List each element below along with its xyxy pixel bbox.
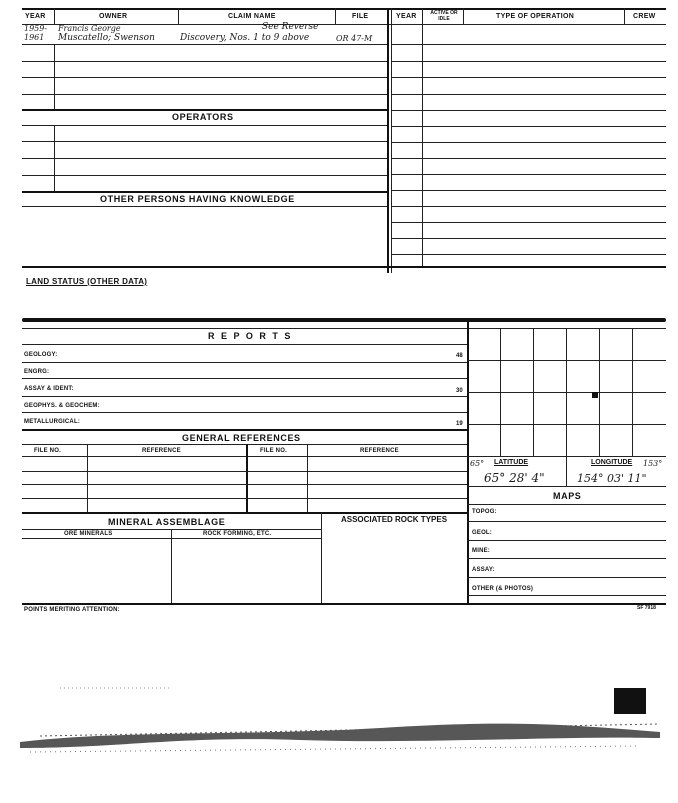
table-bottom-border (22, 266, 666, 268)
row-line (391, 77, 666, 78)
row-line (467, 504, 666, 505)
col-divider (246, 444, 248, 512)
row-line (22, 484, 467, 485)
row-line (391, 44, 666, 45)
lower-form-bottom-line (22, 603, 666, 605)
col-divider (54, 8, 55, 24)
maps-topog: TOPOG: (472, 509, 497, 515)
col-divider (307, 444, 308, 512)
general-references-title: GENERAL REFERENCES (182, 433, 301, 443)
associated-rock-types-label: ASSOCIATED ROCK TYPES (340, 515, 448, 524)
row-line (22, 378, 467, 379)
ore-minerals-label: ORE MINERALS (64, 531, 113, 537)
handwritten-claim-name: Discovery, Nos. 1 to 9 above (180, 33, 310, 43)
form-number: SF 7918 (637, 605, 656, 611)
land-status-label: LAND STATUS (OTHER DATA) (26, 277, 148, 286)
reports-num-geology: 48 (456, 353, 463, 359)
longitude-suffix: 153° (643, 459, 663, 468)
row-line (22, 206, 387, 207)
header-active-or-idle: ACTIVE OR IDLE (430, 10, 458, 22)
col-divider (178, 8, 179, 24)
maps-assay: ASSAY: (472, 567, 495, 573)
table-top-border (22, 8, 666, 10)
row-line (22, 412, 467, 413)
row-line (22, 77, 387, 78)
handwritten-owner-2: Muscatello; Swenson (58, 33, 155, 43)
row-line (22, 396, 467, 397)
row-line (391, 158, 666, 159)
col-divider (171, 529, 172, 604)
longitude-value: 154° 03' 11" (577, 472, 647, 485)
maps-other: OTHER (& PHOTOS) (472, 586, 534, 592)
row-line (391, 190, 666, 191)
row-line (22, 158, 387, 159)
row-line (391, 126, 666, 127)
ref-header-reference-1: REFERENCE (142, 448, 181, 454)
col-divider (54, 125, 55, 191)
row-line (391, 238, 666, 239)
row-line (22, 362, 467, 363)
row-line (391, 61, 666, 62)
reports-label-assay: ASSAY & IDENT: (24, 386, 74, 392)
col-divider (321, 512, 322, 604)
row-line (391, 174, 666, 175)
row-line (22, 498, 467, 499)
col-divider (54, 44, 55, 109)
col-divider (335, 8, 336, 24)
header-crew: CREW (633, 13, 656, 20)
row-line (22, 344, 467, 345)
col-divider (87, 444, 88, 512)
maps-geol: GEOL: (472, 530, 492, 536)
row-line (22, 456, 467, 457)
row-line (22, 125, 387, 126)
col-divider (624, 8, 625, 24)
header-type-of-operation: TYPE OF OPERATION (496, 13, 575, 20)
row-line (467, 486, 666, 487)
other-persons-label: OTHER PERSONS HAVING KNOWLEDGE (100, 194, 295, 204)
reports-label-engrg: ENGRG: (24, 369, 50, 375)
ref-header-file-no-1: FILE NO. (34, 448, 61, 454)
ref-header-reference-2: REFERENCE (360, 448, 399, 454)
header-file: FILE (352, 13, 369, 20)
operators-label: OPERATORS (172, 112, 234, 122)
header-owner: OWNER (99, 13, 128, 20)
reports-num-metallurgical: 19 (456, 421, 463, 427)
row-line (467, 595, 666, 596)
reports-num-assay: 30 (456, 388, 463, 394)
row-line (22, 175, 387, 176)
scan-noise-band (0, 680, 678, 790)
col-divider (463, 8, 464, 24)
points-meriting-label: POINTS MERITING ATTENTION: (24, 607, 120, 613)
row-line (391, 206, 666, 207)
header-claim-name: CLAIM NAME (228, 13, 276, 20)
row-line (467, 521, 666, 522)
maps-mine: MINE: (472, 548, 490, 554)
row-line (391, 94, 666, 95)
longitude-label: LONGITUDE (591, 459, 633, 466)
maps-title: MAPS (553, 491, 582, 501)
row-line (467, 577, 666, 578)
reports-label-geophys: GEOPHYS. & GEOCHEM: (24, 403, 100, 409)
row-line (467, 558, 666, 559)
mineral-top-line (22, 512, 467, 514)
row-line (22, 444, 467, 445)
ref-header-file-no-2: FILE NO. (260, 448, 287, 454)
location-marker (592, 392, 598, 398)
latitude-label: LATITUDE (494, 459, 529, 466)
col-divider (566, 456, 567, 486)
row-line (22, 471, 467, 472)
latitude-value: 65° 28' 4" (484, 471, 545, 485)
center-divider-inner (391, 8, 392, 273)
latitude-prefix: 65° (470, 459, 485, 468)
lower-center-divider (467, 322, 469, 603)
handwritten-year-1: 1959- (24, 24, 48, 33)
row-line (391, 142, 666, 143)
handwritten-file: OR 47-M (336, 34, 373, 43)
center-divider (387, 8, 389, 273)
reports-label-metallurgical: METALLURGICAL: (24, 419, 81, 425)
row-line (22, 94, 387, 95)
grid-line (467, 424, 666, 425)
lower-form-top-band (22, 318, 666, 322)
reports-top-line (22, 328, 666, 329)
row-line (391, 110, 666, 111)
header-year: YEAR (25, 13, 46, 20)
row-line (467, 540, 666, 541)
general-references-top-line (22, 429, 467, 431)
rock-forming-label: ROCK FORMING, ETC. (203, 531, 272, 537)
col-divider (422, 8, 423, 266)
mineral-assemblage-title: MINERAL ASSEMBLAGE (108, 517, 226, 527)
handwritten-owner-1: Francis George (58, 24, 121, 33)
grid-line (467, 392, 666, 393)
operators-top-line (22, 109, 387, 111)
header-year-right: YEAR (396, 13, 417, 20)
row-line (22, 141, 387, 142)
reports-title: R E P O R T S (208, 331, 293, 341)
handwritten-year-2: 1961 (24, 33, 45, 42)
other-persons-top-line (22, 191, 387, 193)
row-line (391, 254, 666, 255)
row-line (391, 222, 666, 223)
grid-line (467, 360, 666, 361)
reports-label-geology: GEOLOGY: (24, 352, 58, 358)
handwritten-claim-note: See Reverse (262, 22, 319, 32)
row-line (22, 61, 387, 62)
row-line (22, 44, 387, 45)
